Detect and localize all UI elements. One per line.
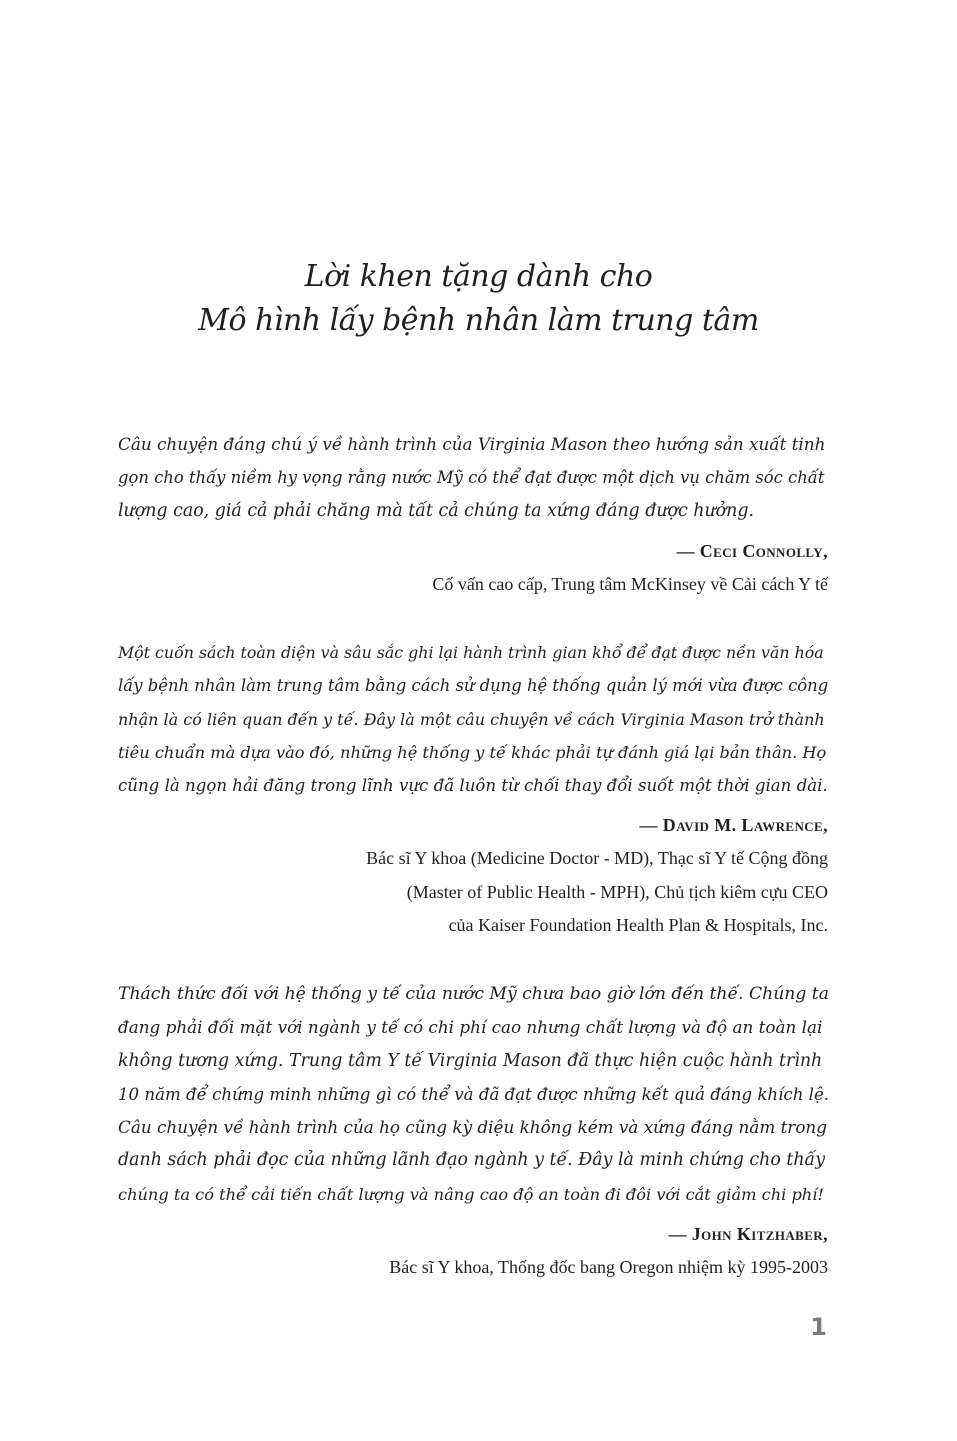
- author-title: (Master of Public Health - MPH), Chủ tịch kiêm cựu CEO: [406, 881, 828, 902]
- testimonial-quote-1: [118, 428, 830, 528]
- author-name: — Ceci Connolly,: [676, 541, 828, 561]
- author-title: Bác sĩ Y khoa, Thống đốc bang Oregon nhiệm kỳ 1995-2003: [389, 1257, 828, 1278]
- testimonial-quote-3: [118, 978, 830, 1211]
- testimonial-quote-2: [118, 636, 830, 802]
- quote-line: lấy bệnh nhân làm trung tâm bằng cách sử dụng hệ thống quản lý mới vừa được công: [118, 676, 829, 696]
- testimonial-attribution-3: [116, 1218, 828, 1285]
- testimonial-attribution-1: [116, 535, 828, 602]
- page-number: 1: [810, 1313, 827, 1341]
- quote-line: 10 năm để chứng minh những gì có thể và đã đạt được những kết quả đáng khích lệ.: [118, 1084, 830, 1104]
- quote-line: tiêu chuẩn mà dựa vào đó, những hệ thống y tế khác phải tự đánh giá lại bản thân. Họ: [118, 742, 827, 762]
- author-name: — John Kitzhaber,: [668, 1224, 828, 1244]
- heading-line-1: Lời khen tặng dành cho: [304, 259, 653, 294]
- quote-line: nhận là có liên quan đến y tế. Đây là một câu chuyện về cách Virginia Mason trở thành: [118, 709, 825, 729]
- quote-line: gọn cho thấy niềm hy vọng rằng nước Mỹ có thể đạt được một dịch vụ chăm sóc chất: [118, 468, 825, 488]
- heading-line-2: Mô hình lấy bệnh nhân làm trung tâm: [198, 303, 759, 338]
- quote-line: đang phải đối mặt với ngành y tế có chi phí cao nhưng chất lượng và độ an toàn lại: [118, 1017, 823, 1038]
- quote-line: không tương xứng. Trung tâm Y tế Virginia Mason đã thực hiện cuộc hành trình: [118, 1050, 823, 1071]
- quote-line: Câu chuyện về hành trình của họ cũng kỳ diệu không kém và xứng đáng nằm trong: [118, 1117, 827, 1138]
- quote-line: Câu chuyện đáng chú ý về hành trình của Virginia Mason theo hướng sản xuất tinh: [118, 434, 826, 454]
- author-name: — David M. Lawrence,: [639, 815, 828, 835]
- author-title: Cố vấn cao cấp, Trung tâm McKinsey về Cải cách Y tế: [432, 574, 828, 595]
- quote-line: cũng là ngọn hải đăng trong lĩnh vực đã luôn từ chối thay đổi suốt một thời gian dài.: [118, 776, 828, 796]
- quote-line: lượng cao, giá cả phải chăng mà tất cả chúng ta xứng đáng được hưởng.: [118, 500, 755, 521]
- author-title: của Kaiser Foundation Health Plan & Hospitals, Inc.: [448, 914, 828, 935]
- testimonial-attribution-2: [116, 809, 828, 942]
- page-heading: [0, 255, 957, 343]
- author-title: Bác sĩ Y khoa (Medicine Doctor - MD), Thạc sĩ Y tế Cộng đồng: [366, 848, 828, 869]
- quote-line: chúng ta có thể cải tiến chất lượng và nâng cao độ an toàn đi đôi với cắt giảm chi phí!: [118, 1184, 824, 1204]
- quote-line: danh sách phải đọc của những lãnh đạo ngành y tế. Đây là minh chứng cho thấy: [118, 1150, 826, 1171]
- quote-line: Một cuốn sách toàn diện và sâu sắc ghi lại hành trình gian khổ để đạt được nền văn hóa: [118, 643, 824, 662]
- quote-line: Thách thức đối với hệ thống y tế của nước Mỹ chưa bao giờ lớn đến thế. Chúng ta: [118, 984, 829, 1004]
